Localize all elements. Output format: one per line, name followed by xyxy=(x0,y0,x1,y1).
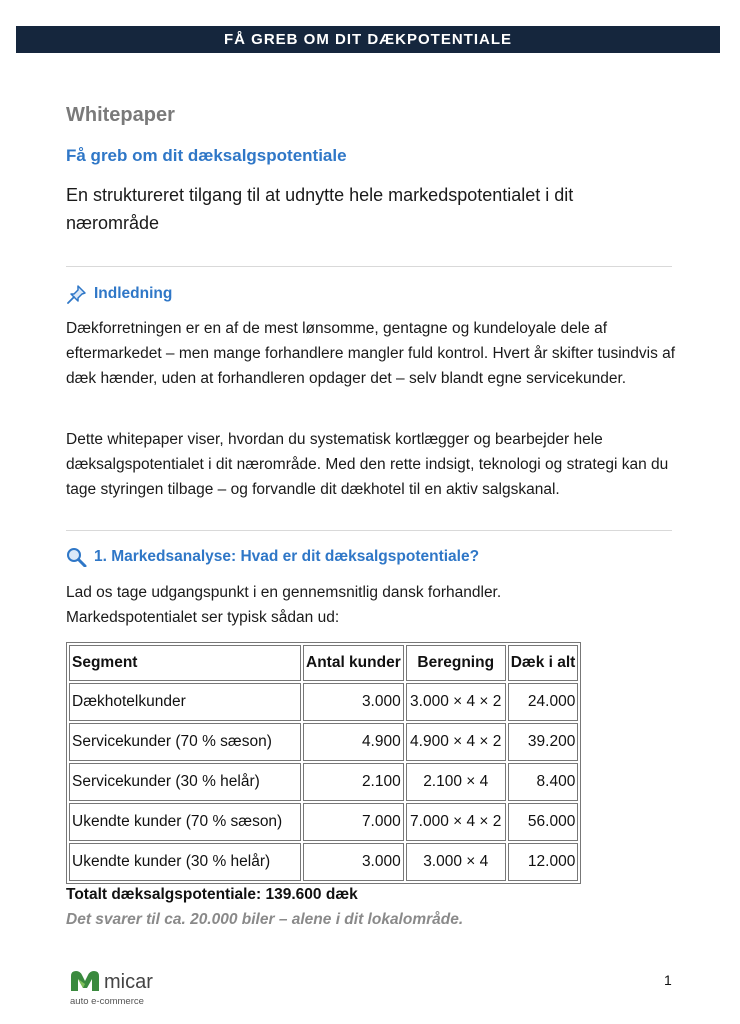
table-cell: Ukendte kunder (30 % helår) xyxy=(69,843,301,881)
micar-logo xyxy=(70,970,153,1007)
table-cell: 12.000 xyxy=(508,843,579,881)
section1-heading-text: 1. Markedsanalyse: Hvad er dit dæksalgspotentiale? xyxy=(94,548,480,565)
table-header-row xyxy=(69,645,578,681)
column-header: Beregning xyxy=(406,645,506,681)
table-cell: 24.000 xyxy=(508,683,579,721)
divider xyxy=(66,530,672,531)
micar-logo-mark-icon xyxy=(70,970,100,997)
table-row xyxy=(69,803,578,841)
intro-heading xyxy=(66,284,172,304)
table-row xyxy=(69,683,578,721)
table-cell: 2.100 xyxy=(303,763,404,801)
logo-name: micar xyxy=(104,971,153,993)
table-cell: 56.000 xyxy=(508,803,579,841)
table-cell: Ukendte kunder (70 % sæson) xyxy=(69,803,301,841)
page-number: 1 xyxy=(664,972,672,988)
section1-heading xyxy=(66,547,479,567)
table-cell: Servicekunder (70 % sæson) xyxy=(69,723,301,761)
table-cell: 4.900 xyxy=(303,723,404,761)
column-header: Dæk i alt xyxy=(508,645,579,681)
page-title: Få greb om dit dæksalgspotentiale xyxy=(66,146,347,165)
document-kind-label: Whitepaper xyxy=(66,104,175,126)
divider xyxy=(66,266,672,267)
table-cell: 7.000 × 4 × 2 xyxy=(406,803,506,841)
table-cell: Dækhotelkunder xyxy=(69,683,301,721)
intro-paragraph-1: Dækforretningen er en af de mest lønsomme, gentagne og kundeloyale dele af eftermarkedet – men mange forhandlere mangler fuld kontrol. Hvert år skifter tusindvis af dæk hænder, uden at forhandleren opdager det – selv blandt egne servicekunder. xyxy=(66,320,676,387)
column-header: Antal kunder xyxy=(303,645,404,681)
intro-heading-text: Indledning xyxy=(94,285,173,302)
table-cell: 2.100 × 4 xyxy=(406,763,506,801)
table-row xyxy=(69,763,578,801)
table-cell: 3.000 × 4 xyxy=(406,843,506,881)
intro-paragraph-2: Dette whitepaper viser, hvordan du systematisk kortlægger og bearbejder hele dæksalgspotentialet i dit nærområde. Med den rette indsigt, teknologi og strategi kan du tage styringen tilbage – og forvandle dit dækhotel til en aktiv salgskanal. xyxy=(66,431,669,498)
potential-table xyxy=(66,642,581,884)
table-cell: 39.200 xyxy=(508,723,579,761)
magnifier-icon xyxy=(66,547,88,567)
table-cell: Servicekunder (30 % helår) xyxy=(69,763,301,801)
table-cell: 4.900 × 4 × 2 xyxy=(406,723,506,761)
logo-tagline: auto e-commerce xyxy=(70,996,144,1007)
total-potential: Totalt dæksalgspotentiale: 139.600 dæk xyxy=(66,886,358,903)
table-cell: 7.000 xyxy=(303,803,404,841)
total-note: Det svarer til ca. 20.000 biler – alene i dit lokalområde. xyxy=(66,911,464,928)
table-row xyxy=(69,723,578,761)
table-cell: 3.000 xyxy=(303,843,404,881)
pushpin-icon xyxy=(66,284,88,304)
page-banner: FÅ GREB OM DIT DÆKPOTENTIALE xyxy=(16,26,720,53)
page-subtitle: En struktureret tilgang til at udnytte hele markedspotentialet i dit nærområde xyxy=(66,185,574,233)
table-row xyxy=(69,843,578,881)
table-cell: 3.000 × 4 × 2 xyxy=(406,683,506,721)
table-cell: 8.400 xyxy=(508,763,579,801)
section1-intro: Lad os tage udgangspunkt i en gennemsnitlig dansk forhandler. Markedspotentialet ser typisk sådan ud: xyxy=(66,584,502,626)
column-header: Segment xyxy=(69,645,301,681)
table-cell: 3.000 xyxy=(303,683,404,721)
